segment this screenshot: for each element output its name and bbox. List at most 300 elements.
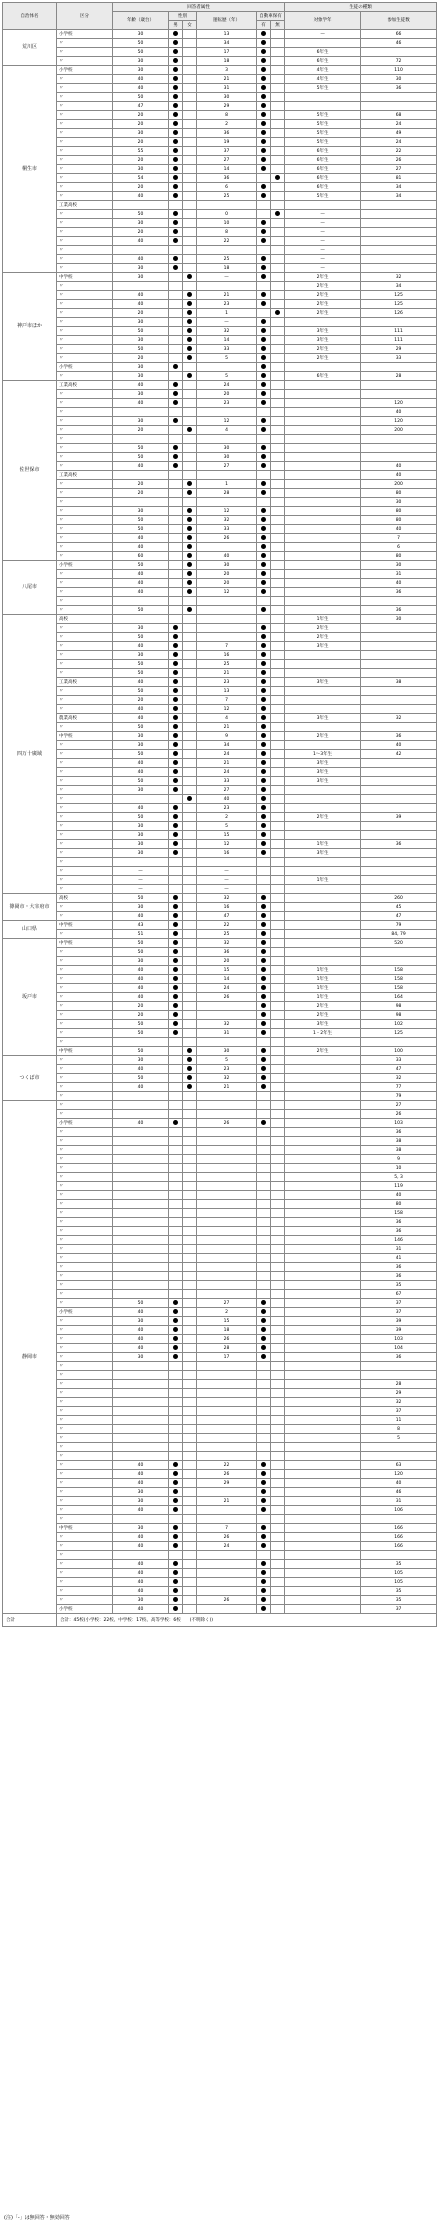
category-cell: 〃 <box>57 1290 113 1299</box>
table-row <box>3 552 437 561</box>
car-no-cell <box>271 345 285 354</box>
male-cell <box>169 1047 183 1056</box>
male-cell <box>169 1002 183 1011</box>
female-cell <box>183 363 197 372</box>
male-cell <box>169 768 183 777</box>
age-cell <box>113 1128 169 1137</box>
table-row <box>3 1398 437 1407</box>
female-cell <box>183 291 197 300</box>
years-cell <box>197 1425 257 1434</box>
car-no-cell <box>271 534 285 543</box>
car-no-cell <box>271 1398 285 1407</box>
count-cell: 36 <box>361 606 437 615</box>
years-cell <box>197 471 257 480</box>
grade-cell <box>285 1605 361 1614</box>
years-cell <box>197 1407 257 1416</box>
table-row <box>3 507 437 516</box>
filled-dot-icon <box>261 1030 266 1035</box>
years-cell: — <box>197 273 257 282</box>
car-no-cell <box>271 1362 285 1371</box>
filled-dot-icon <box>261 31 266 36</box>
count-cell: 40 <box>361 408 437 417</box>
age-cell <box>113 1371 169 1380</box>
grade-cell: 1年生 <box>285 993 361 1002</box>
grade-cell: 6年生 <box>285 372 361 381</box>
age-cell: 40 <box>113 300 169 309</box>
grade-cell <box>285 435 361 444</box>
count-cell: 29 <box>361 1389 437 1398</box>
filled-dot-icon <box>187 1075 192 1080</box>
car-no-cell <box>271 1416 285 1425</box>
car-yes-cell <box>257 903 271 912</box>
car-yes-cell <box>257 462 271 471</box>
male-cell <box>169 777 183 786</box>
grade-cell <box>285 1182 361 1191</box>
male-cell <box>169 1443 183 1452</box>
table-row <box>3 1047 437 1056</box>
car-yes-cell <box>257 399 271 408</box>
filled-dot-icon <box>173 985 178 990</box>
years-cell: 29 <box>197 1479 257 1488</box>
table-row <box>3 1605 437 1614</box>
car-yes-cell <box>257 579 271 588</box>
table-row <box>3 318 437 327</box>
car-no-cell <box>271 939 285 948</box>
years-cell: 20 <box>197 570 257 579</box>
filled-dot-icon <box>173 913 178 918</box>
category-cell: 中学校 <box>57 1524 113 1533</box>
male-cell <box>169 1146 183 1155</box>
table-row <box>3 1434 437 1443</box>
car-no-cell <box>271 1245 285 1254</box>
male-cell <box>169 1083 183 1092</box>
female-cell <box>183 138 197 147</box>
filled-dot-icon <box>261 652 266 657</box>
grade-cell: 5年生 <box>285 111 361 120</box>
table-row <box>3 1425 437 1434</box>
age-cell: 40 <box>113 1506 169 1515</box>
filled-dot-icon <box>173 1579 178 1584</box>
filled-dot-icon <box>187 1057 192 1062</box>
male-cell <box>169 444 183 453</box>
years-cell: 32 <box>197 894 257 903</box>
count-cell <box>361 219 437 228</box>
category-cell: 〃 <box>57 1461 113 1470</box>
filled-dot-icon <box>261 625 266 630</box>
female-cell <box>183 1227 197 1236</box>
category-cell: 〃 <box>57 1542 113 1551</box>
female-cell <box>183 696 197 705</box>
male-cell <box>169 597 183 606</box>
female-cell <box>183 948 197 957</box>
female-cell <box>183 1398 197 1407</box>
car-no-cell <box>271 1236 285 1245</box>
filled-dot-icon <box>173 148 178 153</box>
car-yes-cell <box>257 1407 271 1416</box>
count-cell: 47 <box>361 912 437 921</box>
filled-dot-icon <box>173 58 178 63</box>
age-cell: 50 <box>113 894 169 903</box>
count-cell: 36 <box>361 1128 437 1137</box>
male-cell <box>169 1236 183 1245</box>
years-cell: 37 <box>197 147 257 156</box>
grade-cell <box>285 516 361 525</box>
female-cell <box>183 1029 197 1038</box>
age-cell <box>113 282 169 291</box>
grade-cell <box>285 1128 361 1137</box>
category-cell: 〃 <box>57 957 113 966</box>
female-cell <box>183 669 197 678</box>
car-yes-cell <box>257 1335 271 1344</box>
table-row <box>3 795 437 804</box>
car-no-cell <box>271 669 285 678</box>
age-cell: 50 <box>113 453 169 462</box>
table-row <box>3 246 437 255</box>
years-cell: 23 <box>197 399 257 408</box>
age-cell: 40 <box>113 543 169 552</box>
filled-dot-icon <box>173 112 178 117</box>
grade-cell <box>285 543 361 552</box>
count-cell <box>361 804 437 813</box>
filled-dot-icon <box>173 814 178 819</box>
car-yes-cell <box>257 426 271 435</box>
car-yes-cell <box>257 480 271 489</box>
car-yes-cell <box>257 1362 271 1371</box>
category-cell: 〃 <box>57 1281 113 1290</box>
car-yes-cell <box>257 678 271 687</box>
car-yes-cell <box>257 858 271 867</box>
count-cell: 33 <box>361 354 437 363</box>
municipality-cell: 神戸市ほか <box>3 273 57 381</box>
car-no-cell <box>271 1146 285 1155</box>
count-cell <box>361 1443 437 1452</box>
count-cell: 36 <box>361 1227 437 1236</box>
header-gender: 性別 <box>169 12 197 21</box>
car-no-cell <box>271 399 285 408</box>
table-row <box>3 309 437 318</box>
car-yes-cell <box>257 1083 271 1092</box>
car-yes-cell <box>257 1074 271 1083</box>
category-cell: 〃 <box>57 1569 113 1578</box>
municipality-cell: 静岡市 <box>3 1101 57 1614</box>
car-no-cell <box>271 1524 285 1533</box>
car-yes-cell <box>257 669 271 678</box>
male-cell <box>169 372 183 381</box>
car-yes-cell <box>257 786 271 795</box>
category-cell: 〃 <box>57 1560 113 1569</box>
filled-dot-icon <box>261 553 266 558</box>
category-cell: 〃 <box>57 264 113 273</box>
female-cell <box>183 624 197 633</box>
count-cell: 146 <box>361 1236 437 1245</box>
table-row <box>3 867 437 876</box>
table-row <box>3 966 437 975</box>
filled-dot-icon <box>261 931 266 936</box>
car-yes-cell <box>257 246 271 255</box>
count-cell: 103 <box>361 1119 437 1128</box>
age-cell: 20 <box>113 1011 169 1020</box>
grade-cell <box>285 1569 361 1578</box>
grade-cell <box>285 1506 361 1515</box>
male-cell <box>169 606 183 615</box>
table-row <box>3 471 437 480</box>
years-cell <box>197 1200 257 1209</box>
car-yes-cell <box>257 570 271 579</box>
filled-dot-icon <box>173 1534 178 1539</box>
male-cell <box>169 1245 183 1254</box>
car-yes-cell <box>257 984 271 993</box>
filled-dot-icon <box>261 724 266 729</box>
female-cell <box>183 1020 197 1029</box>
grade-cell: 2年生 <box>285 282 361 291</box>
male-cell <box>169 669 183 678</box>
grade-cell: 6年生 <box>285 165 361 174</box>
filled-dot-icon <box>261 1003 266 1008</box>
grade-cell <box>285 381 361 390</box>
category-cell: 〃 <box>57 1353 113 1362</box>
male-cell <box>169 1380 183 1389</box>
table-row <box>3 1011 437 1020</box>
car-yes-cell <box>257 345 271 354</box>
age-cell: 20 <box>113 138 169 147</box>
filled-dot-icon <box>261 1498 266 1503</box>
male-cell <box>169 489 183 498</box>
male-cell <box>169 363 183 372</box>
car-no-cell <box>271 1497 285 1506</box>
count-cell: 36 <box>361 1272 437 1281</box>
table-row <box>3 1596 437 1605</box>
grade-cell: 1年生 <box>285 840 361 849</box>
car-yes-cell <box>257 1488 271 1497</box>
female-cell <box>183 1533 197 1542</box>
car-no-cell <box>271 1560 285 1569</box>
category-cell: 〃 <box>57 1452 113 1461</box>
table-row <box>3 561 437 570</box>
car-yes-cell <box>257 1443 271 1452</box>
filled-dot-icon <box>261 985 266 990</box>
grade-cell <box>285 1200 361 1209</box>
car-no-cell <box>271 804 285 813</box>
age-cell: — <box>113 867 169 876</box>
grade-cell <box>285 1272 361 1281</box>
category-cell: 小学校 <box>57 1119 113 1128</box>
filled-dot-icon <box>261 355 266 360</box>
male-cell <box>169 1182 183 1191</box>
category-cell: 〃 <box>57 822 113 831</box>
count-cell: 38 <box>361 678 437 687</box>
car-no-cell <box>271 597 285 606</box>
years-cell <box>197 1515 257 1524</box>
category-cell: 〃 <box>57 462 113 471</box>
female-cell <box>183 1047 197 1056</box>
count-cell <box>361 237 437 246</box>
count-cell: 125 <box>361 1029 437 1038</box>
category-cell: 〃 <box>57 48 113 57</box>
car-no-cell <box>271 1119 285 1128</box>
car-yes-cell <box>257 1308 271 1317</box>
years-cell: 17 <box>197 1353 257 1362</box>
male-cell <box>169 687 183 696</box>
count-cell: 158 <box>361 966 437 975</box>
age-cell: 30 <box>113 849 169 858</box>
car-yes-cell <box>257 525 271 534</box>
male-cell <box>169 336 183 345</box>
car-yes-cell <box>257 1605 271 1614</box>
grade-cell <box>285 1596 361 1605</box>
count-cell: 79 <box>361 921 437 930</box>
filled-dot-icon <box>173 1327 178 1332</box>
female-cell <box>183 1443 197 1452</box>
table-row <box>3 678 437 687</box>
car-yes-cell <box>257 1497 271 1506</box>
years-cell: 2 <box>197 1308 257 1317</box>
count-cell: 37 <box>361 1605 437 1614</box>
filled-dot-icon <box>261 49 266 54</box>
female-cell <box>183 156 197 165</box>
car-no-cell <box>271 255 285 264</box>
female-cell <box>183 1452 197 1461</box>
car-yes-cell <box>257 624 271 633</box>
grade-cell <box>285 651 361 660</box>
years-cell: 33 <box>197 345 257 354</box>
years-cell: 14 <box>197 975 257 984</box>
filled-dot-icon <box>173 1507 178 1512</box>
filled-dot-icon <box>173 688 178 693</box>
car-yes-cell <box>257 354 271 363</box>
years-cell <box>197 633 257 642</box>
years-cell: 13 <box>197 687 257 696</box>
category-cell: 〃 <box>57 543 113 552</box>
female-cell <box>183 471 197 480</box>
age-cell: 40 <box>113 75 169 84</box>
category-cell: 中学校 <box>57 273 113 282</box>
category-cell: 〃 <box>57 912 113 921</box>
male-cell <box>169 1227 183 1236</box>
years-cell <box>197 1236 257 1245</box>
filled-dot-icon <box>173 211 178 216</box>
count-cell: 24 <box>361 120 437 129</box>
table-row <box>3 813 437 822</box>
male-cell <box>169 552 183 561</box>
grade-cell <box>285 1542 361 1551</box>
grade-cell <box>285 1101 361 1110</box>
years-cell: 20 <box>197 957 257 966</box>
table-row <box>3 165 437 174</box>
car-no-cell <box>271 1371 285 1380</box>
female-cell <box>183 1425 197 1434</box>
male-cell <box>169 1056 183 1065</box>
years-cell: 24 <box>197 768 257 777</box>
male-cell <box>169 705 183 714</box>
age-cell: 20 <box>113 696 169 705</box>
male-cell <box>169 957 183 966</box>
grade-cell <box>285 1416 361 1425</box>
filled-dot-icon <box>261 382 266 387</box>
age-cell: 50 <box>113 39 169 48</box>
female-cell <box>183 1344 197 1353</box>
count-cell: 36 <box>361 840 437 849</box>
grade-cell <box>285 1353 361 1362</box>
years-cell <box>197 435 257 444</box>
male-cell <box>169 1497 183 1506</box>
table-row <box>3 858 437 867</box>
filled-dot-icon <box>261 130 266 135</box>
female-cell <box>183 984 197 993</box>
male-cell <box>169 1065 183 1074</box>
filled-dot-icon <box>187 310 192 315</box>
car-yes-cell <box>257 894 271 903</box>
age-cell: 50 <box>113 327 169 336</box>
male-cell <box>169 120 183 129</box>
male-cell <box>169 1254 183 1263</box>
grade-cell <box>285 1245 361 1254</box>
grade-cell <box>285 471 361 480</box>
count-cell: 67 <box>361 1290 437 1299</box>
count-cell: 166 <box>361 1542 437 1551</box>
municipality-cell: 山口県 <box>3 921 57 939</box>
car-no-cell <box>271 696 285 705</box>
age-cell: 40 <box>113 462 169 471</box>
table-row <box>3 498 437 507</box>
female-cell <box>183 579 197 588</box>
female-cell <box>183 1236 197 1245</box>
grade-cell <box>285 1443 361 1452</box>
age-cell <box>113 1146 169 1155</box>
car-no-cell <box>271 1281 285 1290</box>
car-yes-cell <box>257 507 271 516</box>
female-cell <box>183 300 197 309</box>
category-cell: 〃 <box>57 1434 113 1443</box>
car-yes-cell <box>257 1560 271 1569</box>
car-yes-cell <box>257 1092 271 1101</box>
filled-dot-icon <box>173 1471 178 1476</box>
count-cell <box>361 759 437 768</box>
grade-cell: 2年生 <box>285 1002 361 1011</box>
years-cell: 4 <box>197 426 257 435</box>
female-cell <box>183 93 197 102</box>
male-cell <box>169 1551 183 1560</box>
car-yes-cell <box>257 1047 271 1056</box>
female-cell <box>183 147 197 156</box>
category-cell: 〃 <box>57 993 113 1002</box>
grade-cell: 1年生 <box>285 984 361 993</box>
car-yes-cell <box>257 804 271 813</box>
age-cell: 40 <box>113 1578 169 1587</box>
table-row <box>3 903 437 912</box>
table-row <box>3 453 437 462</box>
years-cell: 31 <box>197 1029 257 1038</box>
municipality-cell: 佐世保市 <box>3 381 57 561</box>
car-yes-cell <box>257 1227 271 1236</box>
count-cell: 46 <box>361 39 437 48</box>
filled-dot-icon <box>173 778 178 783</box>
header-car: 自動車保有 <box>257 12 285 21</box>
male-cell <box>169 498 183 507</box>
category-cell: 高校 <box>57 894 113 903</box>
age-cell: 30 <box>113 1497 169 1506</box>
male-cell <box>169 1605 183 1614</box>
grade-cell <box>285 705 361 714</box>
filled-dot-icon <box>173 715 178 720</box>
male-cell <box>169 912 183 921</box>
car-no-cell <box>271 1425 285 1434</box>
car-no-cell <box>271 282 285 291</box>
filled-dot-icon <box>261 1606 266 1611</box>
count-cell: 39 <box>361 813 437 822</box>
age-cell <box>113 201 169 210</box>
grade-cell <box>285 525 361 534</box>
male-cell <box>169 1317 183 1326</box>
